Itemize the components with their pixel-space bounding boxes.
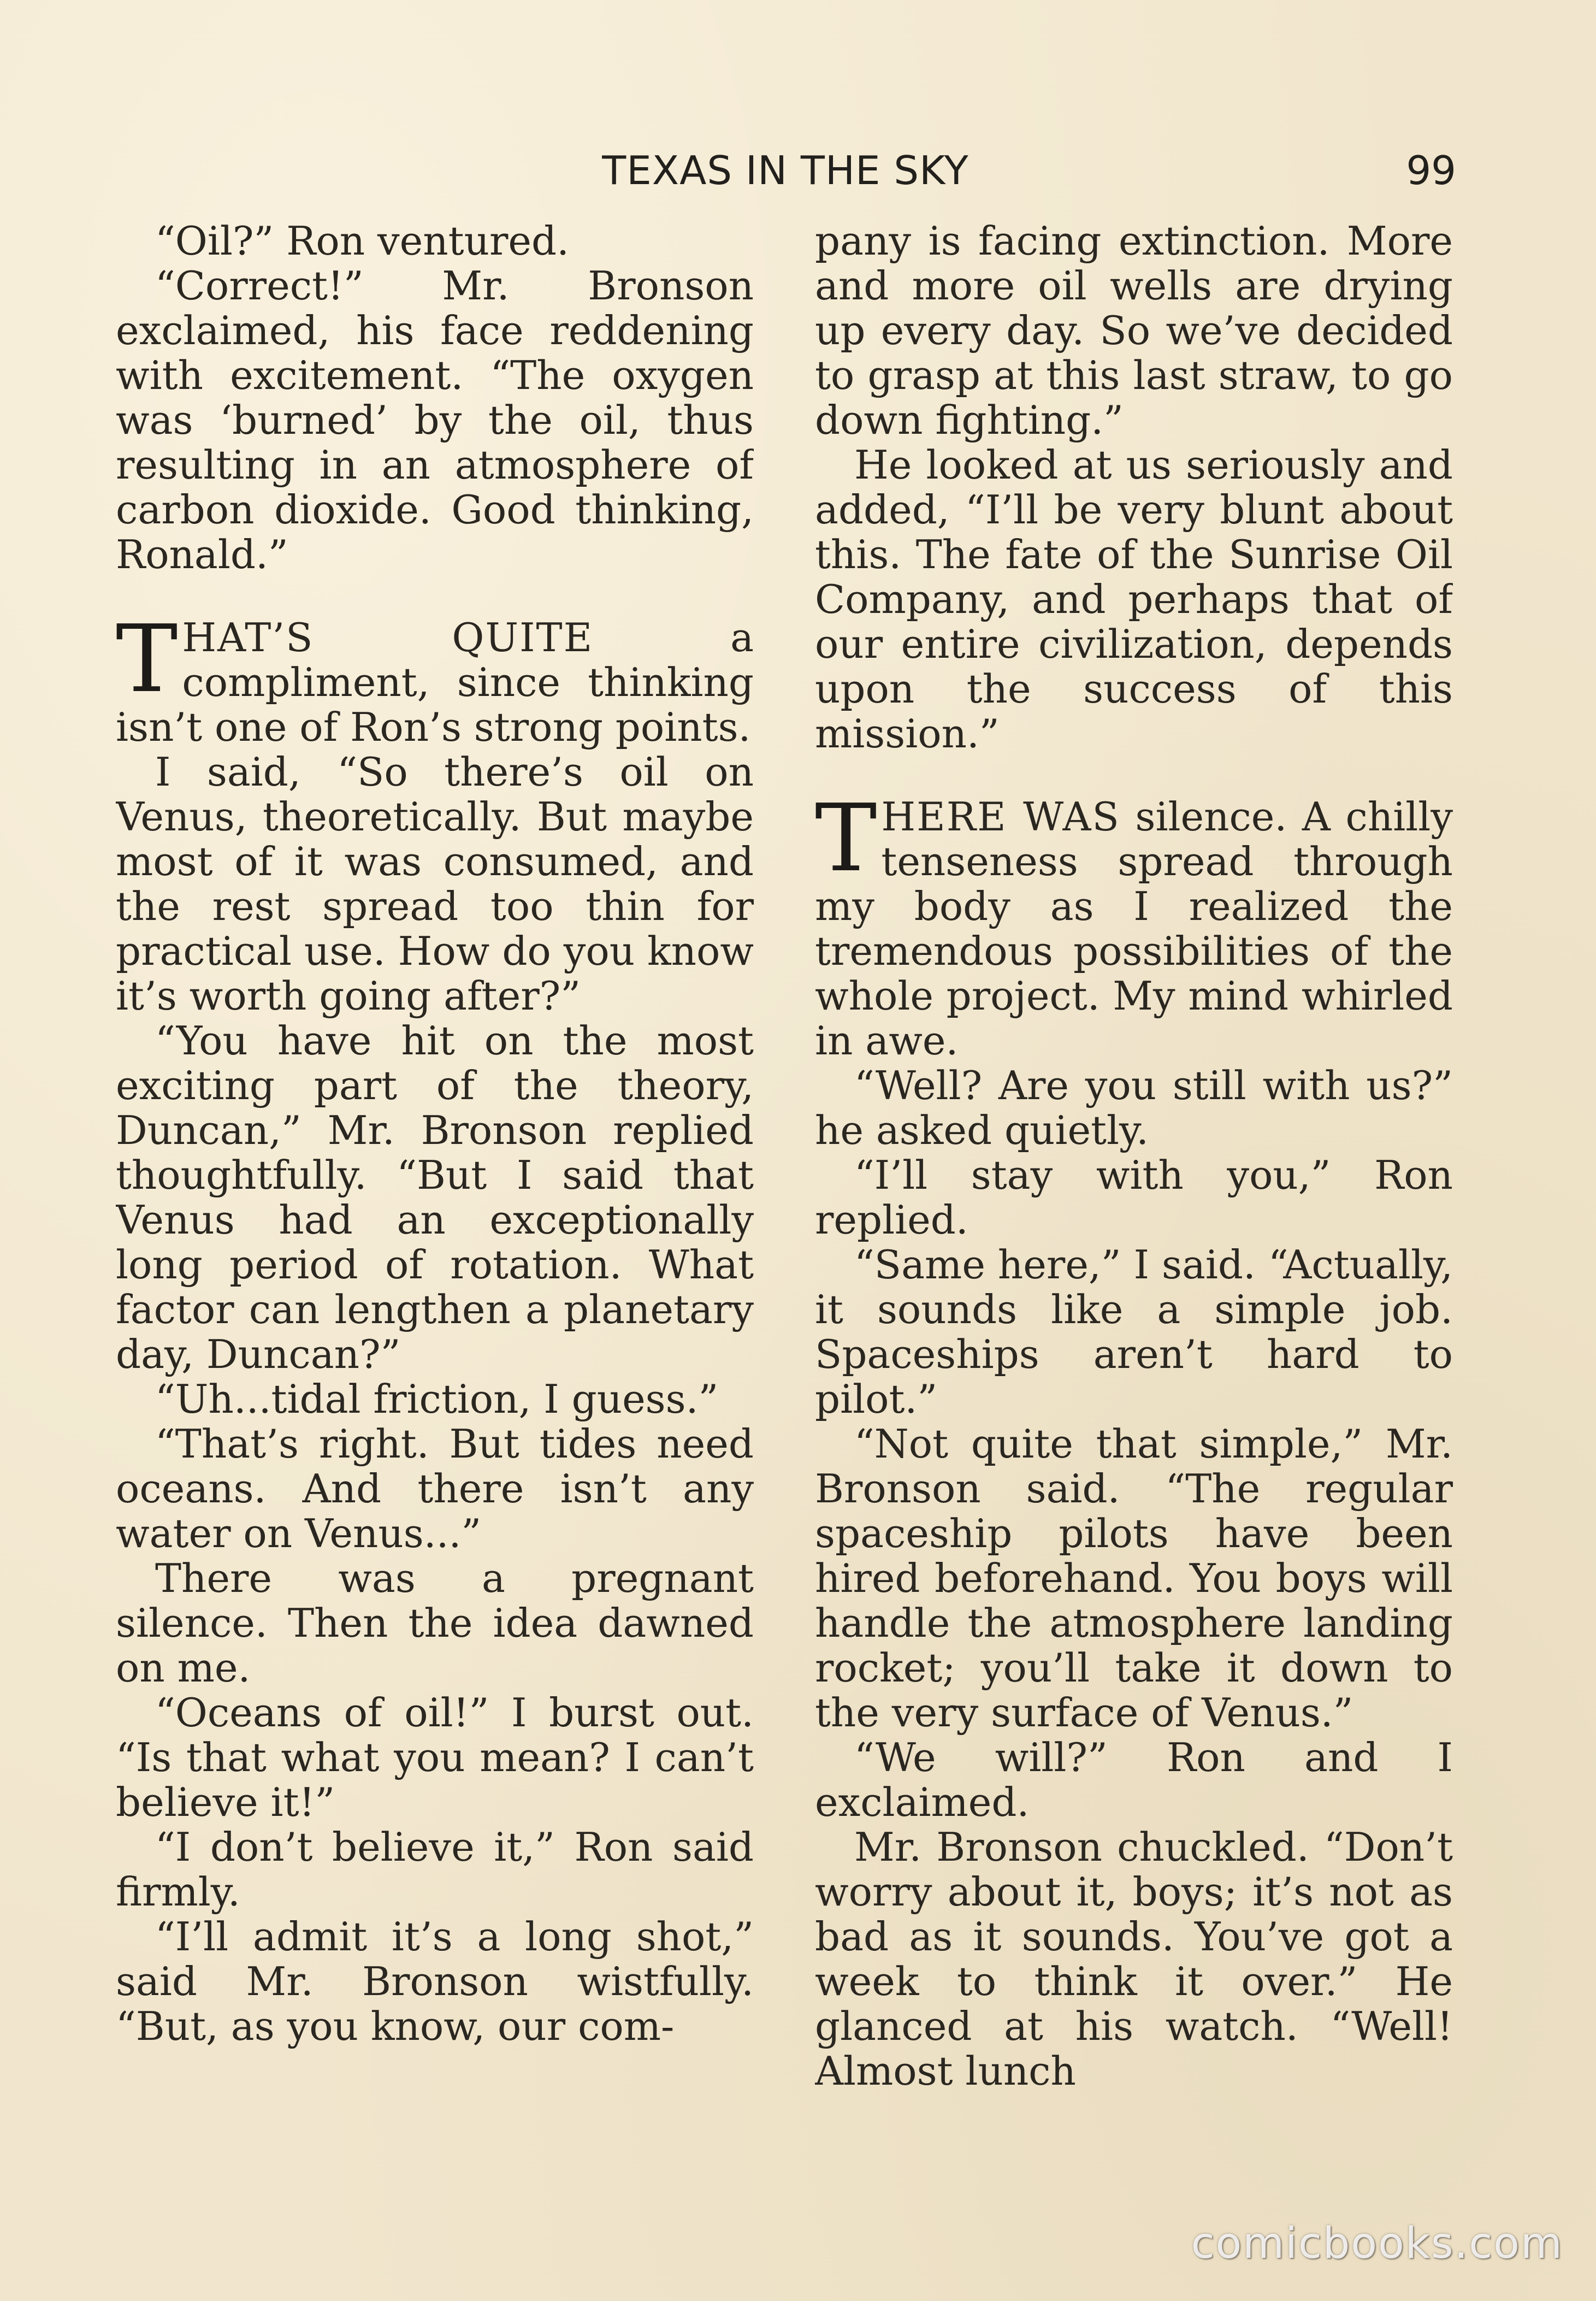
left-column xyxy=(116,219,754,2163)
drop-cap: T xyxy=(116,605,178,713)
section-opening-paragraph xyxy=(116,605,754,750)
small-caps-lead: HERE WAS xyxy=(881,794,1120,840)
paragraph: He looked at us seriously and added, “I’ll be very blunt about this. The fate of the Sunrise Oil Company, and perhaps that of our entire civilization, depends upon the success of this mission.” xyxy=(815,442,1453,757)
page-number: 99 xyxy=(1406,148,1456,193)
paragraph: I said, “So there’s oil on Venus, theoretically. But maybe most of it was consumed, and the rest spread too thin for practical use. How do you know it’s worth going after?” xyxy=(116,749,754,1019)
paragraph: “Uh...tidal friction, I guess.” xyxy=(155,1376,719,1422)
paragraph: “I don’t believe it,” Ron said firmly. xyxy=(116,1824,754,1915)
running-title: TEXAS IN THE SKY xyxy=(602,148,969,193)
small-caps-lead: HAT’S QUITE xyxy=(182,615,594,660)
paragraph: “We will?” Ron and I exclaimed. xyxy=(815,1734,1453,1825)
paragraph: “That’s right. But tides need oceans. And there isn’t any water on Venus...” xyxy=(116,1421,754,1556)
page-header xyxy=(115,148,1456,208)
paragraph: “I’ll admit it’s a long shot,” said Mr. Bronson wistfully. “But, as you know, our com- xyxy=(116,1914,754,2049)
paragraph: “You have hit on the most exciting part of the theory, Duncan,” Mr. Bronson replied thoughtfully. “But I said that Venus had an exceptionally long period of rotation. What factor can lengthen a planetary day, Duncan?” xyxy=(116,1018,754,1377)
right-column xyxy=(815,219,1453,2163)
paragraph: There was a pregnant silence. Then the idea dawned on me. xyxy=(116,1555,754,1691)
drop-cap: T xyxy=(815,784,877,893)
paragraph: Mr. Bronson chuckled. “Don’t worry about it, boys; it’s not as bad as it sounds. You’ve got a week to think it over.” He glanced at his watch. “Well! Almost lunch xyxy=(815,1824,1453,2094)
paragraph: “Oceans of oil!” I burst out. “Is that what you mean? I can’t believe it!” xyxy=(116,1690,754,1825)
paragraph: “Correct!” Mr. Bronson exclaimed, his face reddening with excitement. “The oxygen was ‘burned’ by the oil, thus resulting in an atmosphere of carbon dioxide. Good thinking, Ronald.” xyxy=(116,263,754,577)
paragraph: “Well? Are you still with us?” he asked quietly. xyxy=(815,1063,1453,1153)
watermark: comicbooks.com xyxy=(1191,2219,1563,2268)
paragraph: “Same here,” I said. “Actually, it sounds like a simple job. Spaceships aren’t hard to pilot.” xyxy=(815,1242,1453,1422)
paragraph-text: silence. A chilly tenseness spread through my body as I realized the tremendous possibilities of the whole project. My mind whirled in awe. xyxy=(815,794,1453,1064)
section-opening-paragraph xyxy=(815,784,1453,1064)
paragraph: “Not quite that simple,” Mr. Bronson said. “The regular spaceship pilots have been hired beforehand. You boys will handle the atmosphere landing rocket; you’ll take it down to the very surface of Venus.” xyxy=(815,1421,1453,1736)
paragraph: “I’ll stay with you,” Ron replied. xyxy=(815,1152,1453,1243)
paragraph-continuation: pany is facing extinction. More and more oil wells are drying up every day. So we’ve decided to grasp at this last straw, to go down fighting.” xyxy=(815,219,1453,443)
paragraph-text: a compliment, since thinking isn’t one of Ron’s strong points. xyxy=(116,615,754,750)
paragraph: “Oil?” Ron ventured. xyxy=(155,219,569,264)
